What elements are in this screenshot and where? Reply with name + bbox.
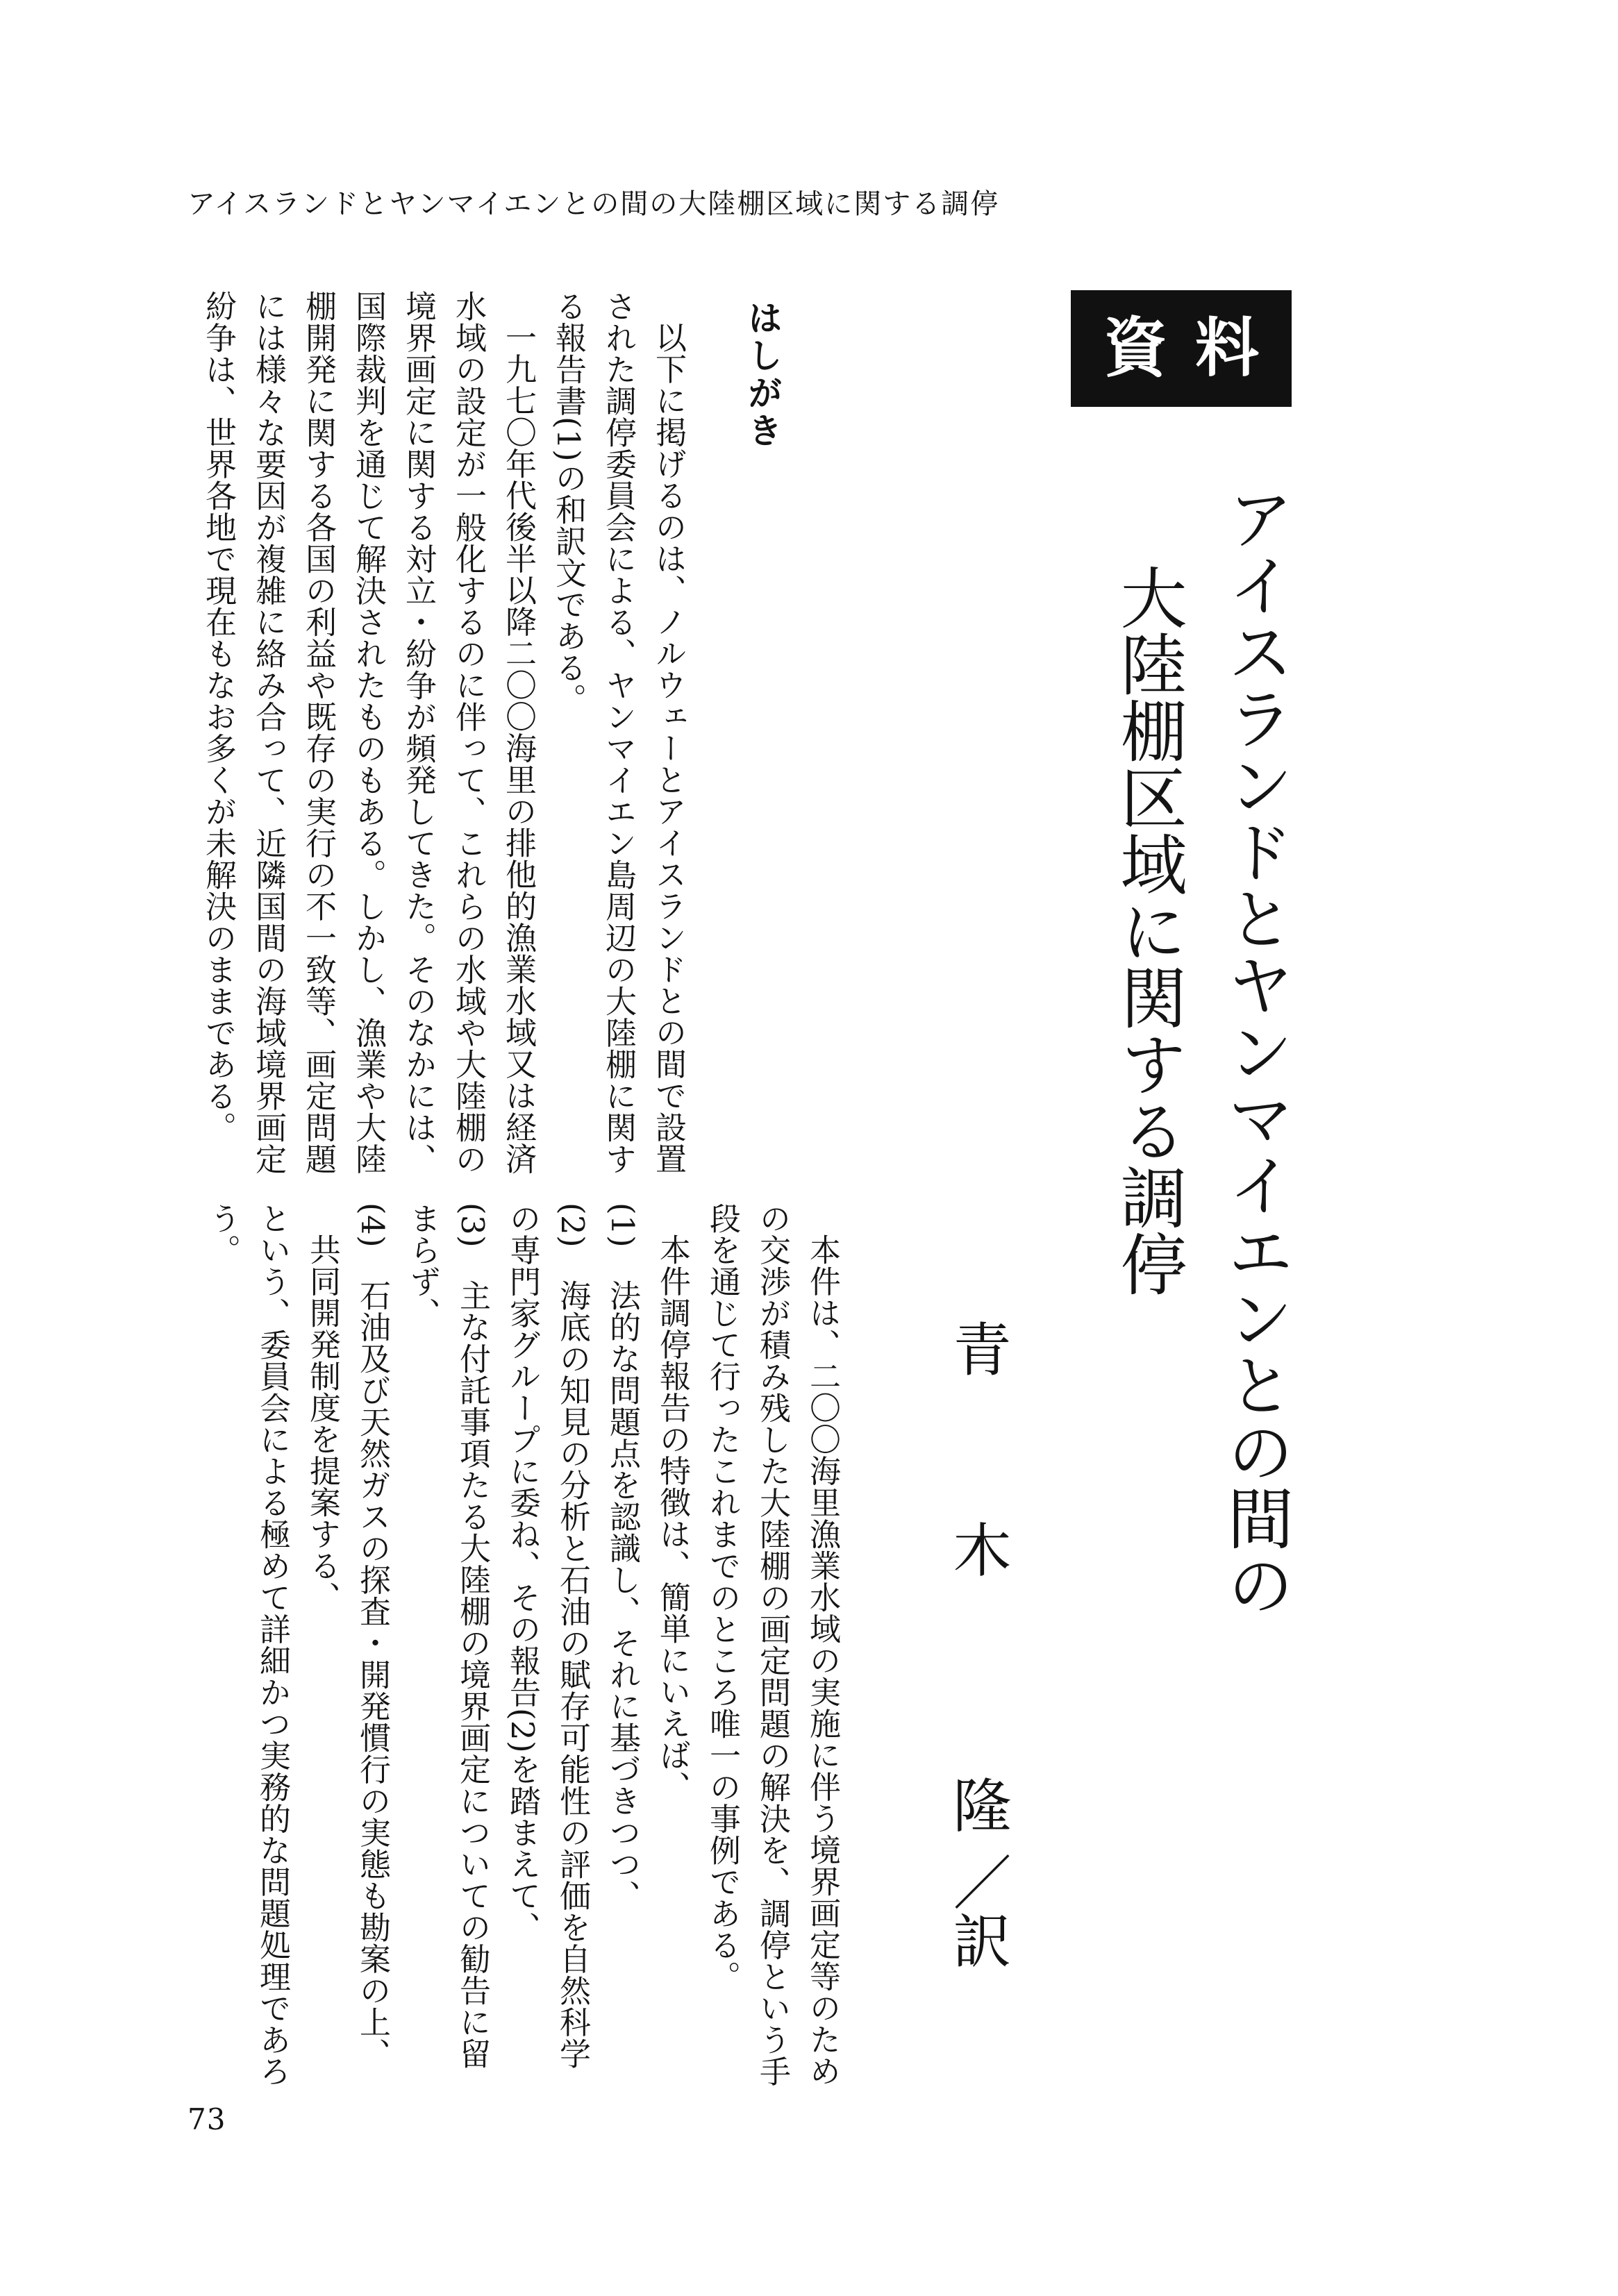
summary-line-1: 本件は、二〇〇海里漁業水域の実施に伴う境界画定等のため [804, 1234, 841, 2087]
section-heading: はしがき [742, 300, 783, 450]
page-number: 73 [187, 2102, 226, 2136]
byline-given-2: 隆 [944, 1775, 1012, 1834]
intro-line-10: 紛争は、世界各地で現在もなお多くが未解決のままである。 [200, 290, 237, 1143]
article-title-line-1: アイスランドとヤンマイエンとの間の [1217, 485, 1294, 1618]
summary-item-2: (2) 海底の知見の分析と石油の賦存可能性の評価を自然科学 [554, 1203, 591, 2070]
article-title-line-2: 大陸棚区域に関する調停 [1110, 564, 1187, 1297]
byline-surname: 青 [944, 1319, 1012, 1377]
intro-line-6: 境界画定に関する対立・紛争が頻発してきた。そのなかには、 [400, 290, 437, 1175]
byline-role: ／訳 [944, 1852, 1012, 1970]
summary-line-5: という、委員会による極めて詳細かつ実務的な問題処理であろ [254, 1203, 291, 2087]
summary-item-3: (3) 主な付託事項たる大陸棚の境界画定についての勧告に留 [454, 1203, 491, 2070]
intro-line-1: 以下に掲げるのは、ノルウェーとアイスランドとの間で設置 [650, 321, 687, 1175]
running-header: アイスランドとヤンマイエンとの間の大陸棚区域に関する調停 [187, 188, 1000, 220]
byline-given-1: 木 [944, 1519, 1012, 1578]
summary-line-4: 本件調停報告の特徴は、簡単にいえば、 [654, 1234, 691, 1802]
summary-line-2: の交渉が積み残した大陸棚の画定問題の解決を、調停という手 [754, 1203, 791, 2087]
intro-line-3: る報告書(1)の和訳文である。 [550, 290, 587, 715]
intro-line-5: 水域の設定が一般化するのに伴って、これらの水域や大陸棚の [450, 290, 487, 1175]
intro-line-2: された調停委員会による、ヤンマイエン島周辺の大陸棚に関す [600, 290, 637, 1175]
summary-line-3: 段を通じて行ったこれまでのところ唯一の事例である。 [704, 1203, 741, 1993]
summary-item-4: (4) 石油及び天然ガスの探査・開発慣行の実態も勘案の上、 [354, 1203, 391, 2070]
summary-item-2-cont: の専門家グループに委ね、その報告(2)を踏まえて、 [504, 1203, 541, 1943]
intro-line-8: 棚開発に関する各国の利益や既存の実行の不一致等、画定問題 [300, 290, 337, 1175]
summary-item-3-cont: まらず、 [404, 1203, 441, 1329]
summary-line-6: う。 [204, 1203, 241, 1266]
section-label: 資料 [1071, 290, 1292, 407]
translator-byline [936, 1319, 1020, 1969]
summary-item-1: (1) 法的な問題点を認識し、それに基づきつつ、 [604, 1203, 641, 1911]
intro-line-7: 国際裁判を通じて解決されたものもある。しかし、漁業や大陸 [350, 290, 387, 1175]
intro-line-4: 一九七〇年代後半以降二〇〇海里の排他的漁業水域又は経済 [500, 321, 537, 1175]
intro-line-9: には様々な要因が複雑に絡み合って、近隣国間の海域境界画定 [250, 290, 287, 1175]
summary-item-4-cont: 共同開発制度を提案する、 [304, 1234, 341, 1613]
